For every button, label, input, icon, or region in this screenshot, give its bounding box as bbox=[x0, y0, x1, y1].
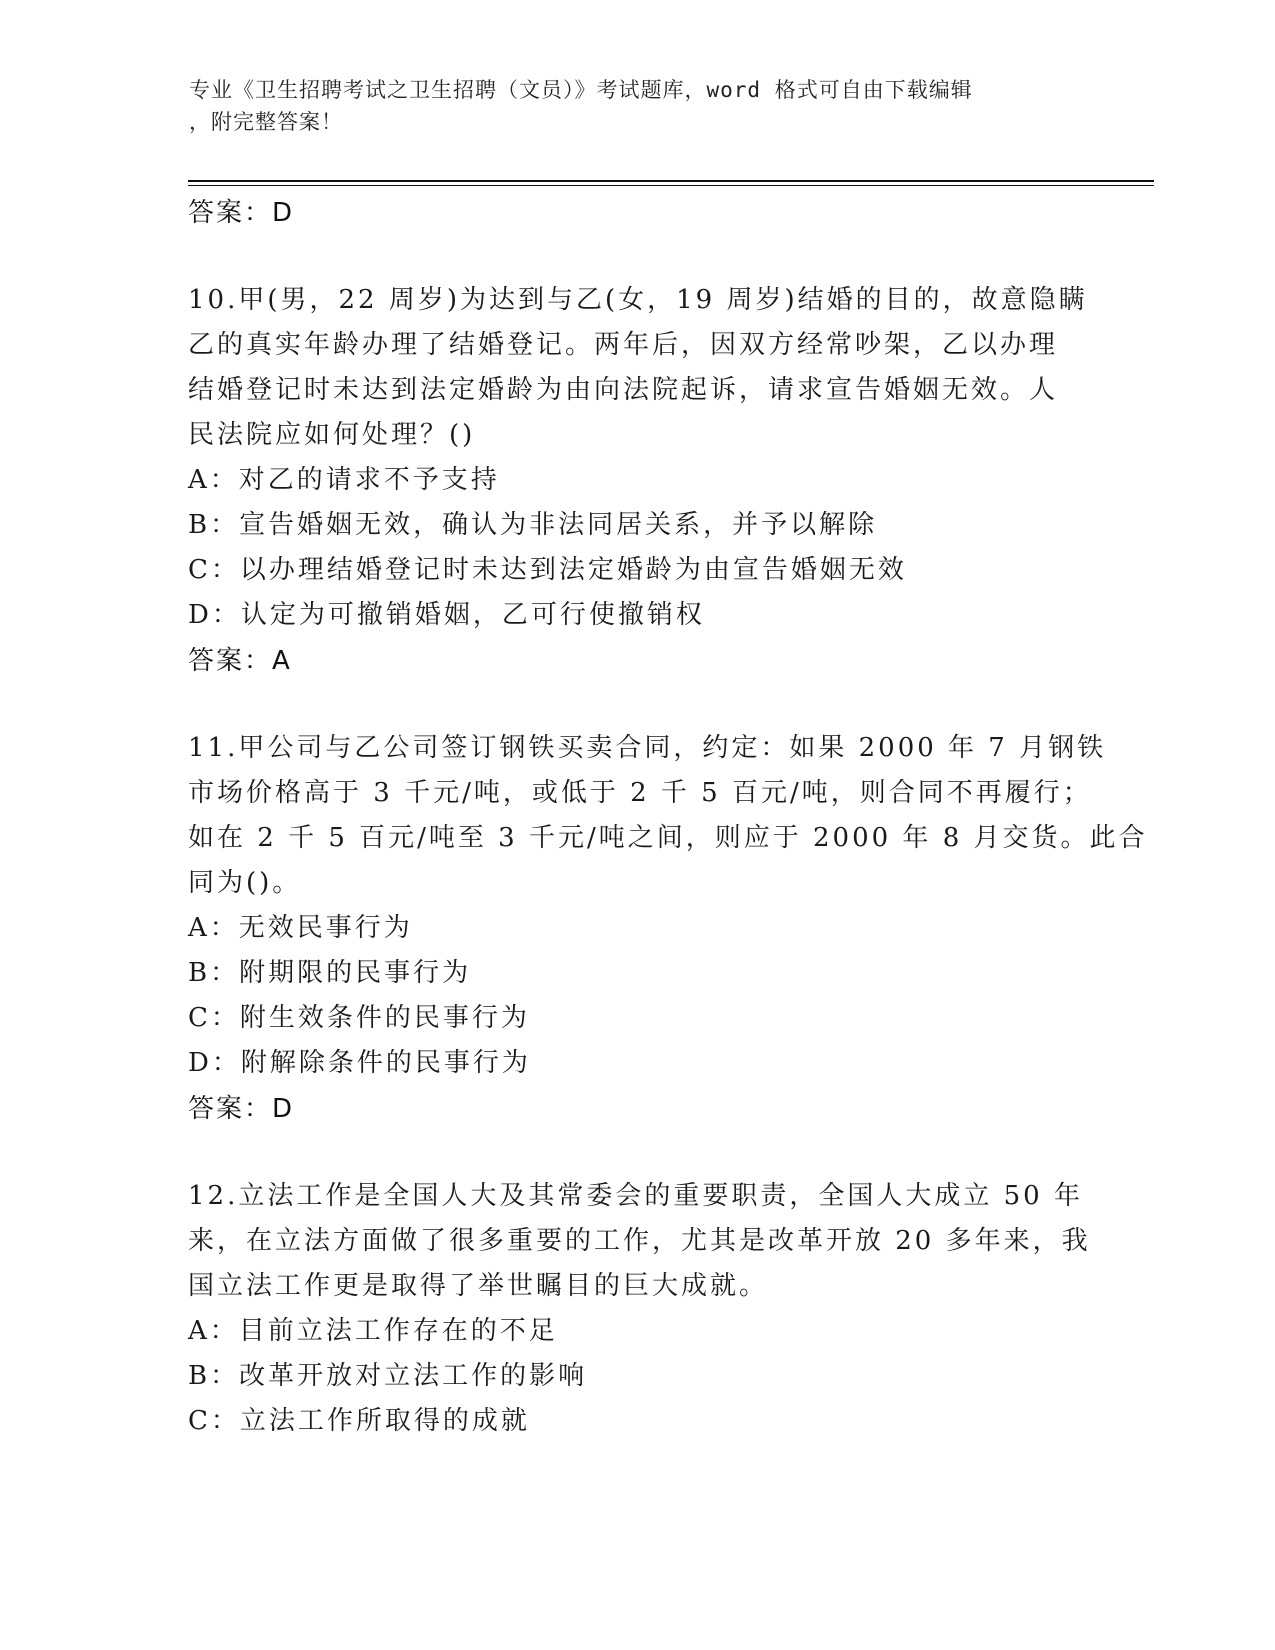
question-text-line: 乙的真实年龄办理了结婚登记。两年后，因双方经常吵架，乙以办理 bbox=[188, 330, 1059, 360]
answer-label: 答案：D bbox=[188, 198, 295, 228]
question-text-line: 结婚登记时未达到法定婚龄为由向法院起诉，请求宣告婚姻无效。人 bbox=[188, 375, 1059, 405]
header-line-2: ，附完整答案！ bbox=[189, 110, 343, 134]
answer-label: 答案：A bbox=[188, 646, 292, 676]
option-a: A：目前立法工作存在的不足 bbox=[188, 1316, 558, 1346]
question-list bbox=[188, 190, 1148, 1444]
option-c: C：立法工作所取得的成就 bbox=[188, 1406, 530, 1436]
question-text-line: 民法院应如何处理？() bbox=[188, 420, 476, 450]
header-divider-thick bbox=[188, 180, 1154, 182]
option-d: D：认定为可撤销婚姻，乙可行使撤销权 bbox=[188, 600, 705, 630]
answer-label: 答案：D bbox=[188, 1094, 295, 1124]
header-line-1: 专业《卫生招聘考试之卫生招聘（文员）》考试题库，word 格式可自由下载编辑 bbox=[189, 78, 973, 102]
header-divider-thin bbox=[188, 185, 1154, 186]
question-text-line: 来，在立法方面做了很多重要的工作，尤其是改革开放 20 多年来，我 bbox=[188, 1226, 1091, 1256]
question-text-line: 10.甲(男，22 周岁)为达到与乙(女，19 周岁)结婚的目的，故意隐瞒 bbox=[188, 285, 1088, 315]
question-10 bbox=[188, 278, 1088, 684]
question-text-line: 国立法工作更是取得了举世瞩目的巨大成就。 bbox=[188, 1271, 769, 1301]
option-c: C：附生效条件的民事行为 bbox=[188, 1003, 530, 1033]
option-d: D：附解除条件的民事行为 bbox=[188, 1048, 531, 1078]
option-b: B：附期限的民事行为 bbox=[188, 958, 472, 988]
question-text-line: 同为()。 bbox=[188, 868, 302, 898]
question-11 bbox=[188, 726, 1148, 1132]
option-b: B：改革开放对立法工作的影响 bbox=[188, 1361, 588, 1391]
option-a: A：无效民事行为 bbox=[188, 913, 413, 943]
question-text-line: 12.立法工作是全国人大及其常委会的重要职责，全国人大成立 50 年 bbox=[188, 1181, 1083, 1211]
option-b: B：宣告婚姻无效，确认为非法同居关系，并予以解除 bbox=[188, 510, 878, 540]
question-text-line: 11.甲公司与乙公司签订钢铁买卖合同，约定：如果 2000 年 7 月钢铁 bbox=[188, 733, 1107, 763]
option-a: A：对乙的请求不予支持 bbox=[188, 465, 500, 495]
question-text-line: 市场价格高于 3 千元/吨，或低于 2 千 5 百元/吨，则合同不再履行； bbox=[188, 778, 1092, 808]
question-text-line: 如在 2 千 5 百元/吨至 3 千元/吨之间，则应于 2000 年 8 月交货。此合 bbox=[188, 823, 1148, 853]
option-c: C：以办理结婚登记时未达到法定婚龄为由宣告婚姻无效 bbox=[188, 555, 907, 585]
question-12 bbox=[188, 1174, 1091, 1444]
document-header bbox=[189, 74, 1089, 138]
